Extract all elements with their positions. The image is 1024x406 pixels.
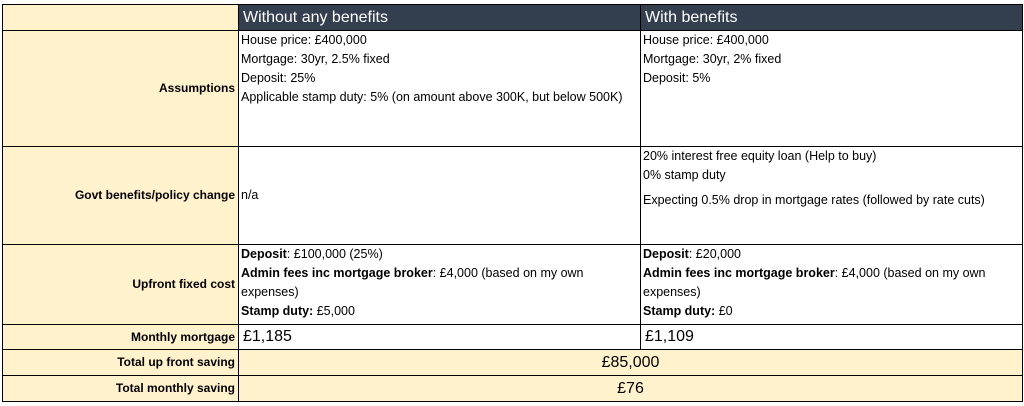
admin-value: : £4,000 (based on my own expenses) <box>241 266 584 299</box>
admin-label: Admin fees inc mortgage broker <box>241 266 433 280</box>
assumption-line: House price: £400,000 <box>643 33 769 47</box>
header-with-benefits[interactable]: With benefits <box>641 5 1023 31</box>
govt-line: Expecting 0.5% drop in mortgage rates (followed by rate cuts) <box>643 193 985 207</box>
monthly-row <box>3 325 1023 350</box>
total-upfront-value[interactable]: £85,000 <box>239 350 1023 376</box>
assumption-line: Applicable stamp duty: 5% (on amount above 300K, but below 500K) <box>241 90 623 104</box>
assumptions-with-cell[interactable] <box>641 31 1023 147</box>
govt-with-cell[interactable] <box>641 147 1023 245</box>
assumptions-row <box>3 31 1023 147</box>
comparison-table <box>2 4 1023 402</box>
stamp-line <box>241 302 638 321</box>
admin-label: Admin fees inc mortgage broker <box>643 266 835 280</box>
deposit-line <box>643 245 1020 264</box>
upfront-without-cell[interactable] <box>239 245 641 325</box>
stamp-label: Stamp duty: <box>241 304 314 318</box>
upfront-with-cell[interactable] <box>641 245 1023 325</box>
header-blank-cell[interactable] <box>3 5 239 31</box>
assumptions-label[interactable]: Assumptions <box>3 31 239 147</box>
assumption-line: Deposit: 25% <box>241 71 316 85</box>
total-upfront-row <box>3 350 1023 376</box>
assumption-line: House price: £400,000 <box>241 33 367 47</box>
total-monthly-row <box>3 376 1023 402</box>
govt-without-cell[interactable]: n/a <box>239 147 641 245</box>
govt-line: 20% interest free equity loan (Help to buy) <box>643 149 877 163</box>
admin-line <box>241 264 638 302</box>
total-upfront-label[interactable]: Total up front saving <box>3 350 239 376</box>
stamp-value: £0 <box>715 304 733 318</box>
govt-line: 0% stamp duty <box>643 168 726 182</box>
assumption-line: Mortgage: 30yr, 2% fixed <box>643 52 782 66</box>
monthly-without-cell[interactable]: £1,185 <box>239 325 641 350</box>
admin-value: : £4,000 (based on my own expenses) <box>643 266 986 299</box>
upfront-label[interactable]: Upfront fixed cost <box>3 245 239 325</box>
header-without-benefits[interactable]: Without any benefits <box>239 5 641 31</box>
stamp-value: £5,000 <box>313 304 355 318</box>
total-monthly-value[interactable]: £76 <box>239 376 1023 402</box>
deposit-label: Deposit <box>643 247 689 261</box>
stamp-line <box>643 302 1020 321</box>
header-row <box>3 5 1023 31</box>
deposit-line <box>241 245 638 264</box>
assumptions-without-cell[interactable] <box>239 31 641 147</box>
assumption-line: Deposit: 5% <box>643 71 711 85</box>
deposit-value: : £20,000 <box>688 247 741 261</box>
monthly-with-cell[interactable]: £1,109 <box>641 325 1023 350</box>
admin-line <box>643 264 1020 302</box>
upfront-row <box>3 245 1023 325</box>
deposit-value: : £100,000 (25%) <box>286 247 383 261</box>
deposit-label: Deposit <box>241 247 287 261</box>
govt-row <box>3 147 1023 245</box>
stamp-label: Stamp duty: <box>643 304 716 318</box>
govt-label[interactable]: Govt benefits/policy change <box>3 147 239 245</box>
total-monthly-label[interactable]: Total monthly saving <box>3 376 239 402</box>
assumption-line: Mortgage: 30yr, 2.5% fixed <box>241 52 390 66</box>
monthly-label[interactable]: Monthly mortgage <box>3 325 239 350</box>
